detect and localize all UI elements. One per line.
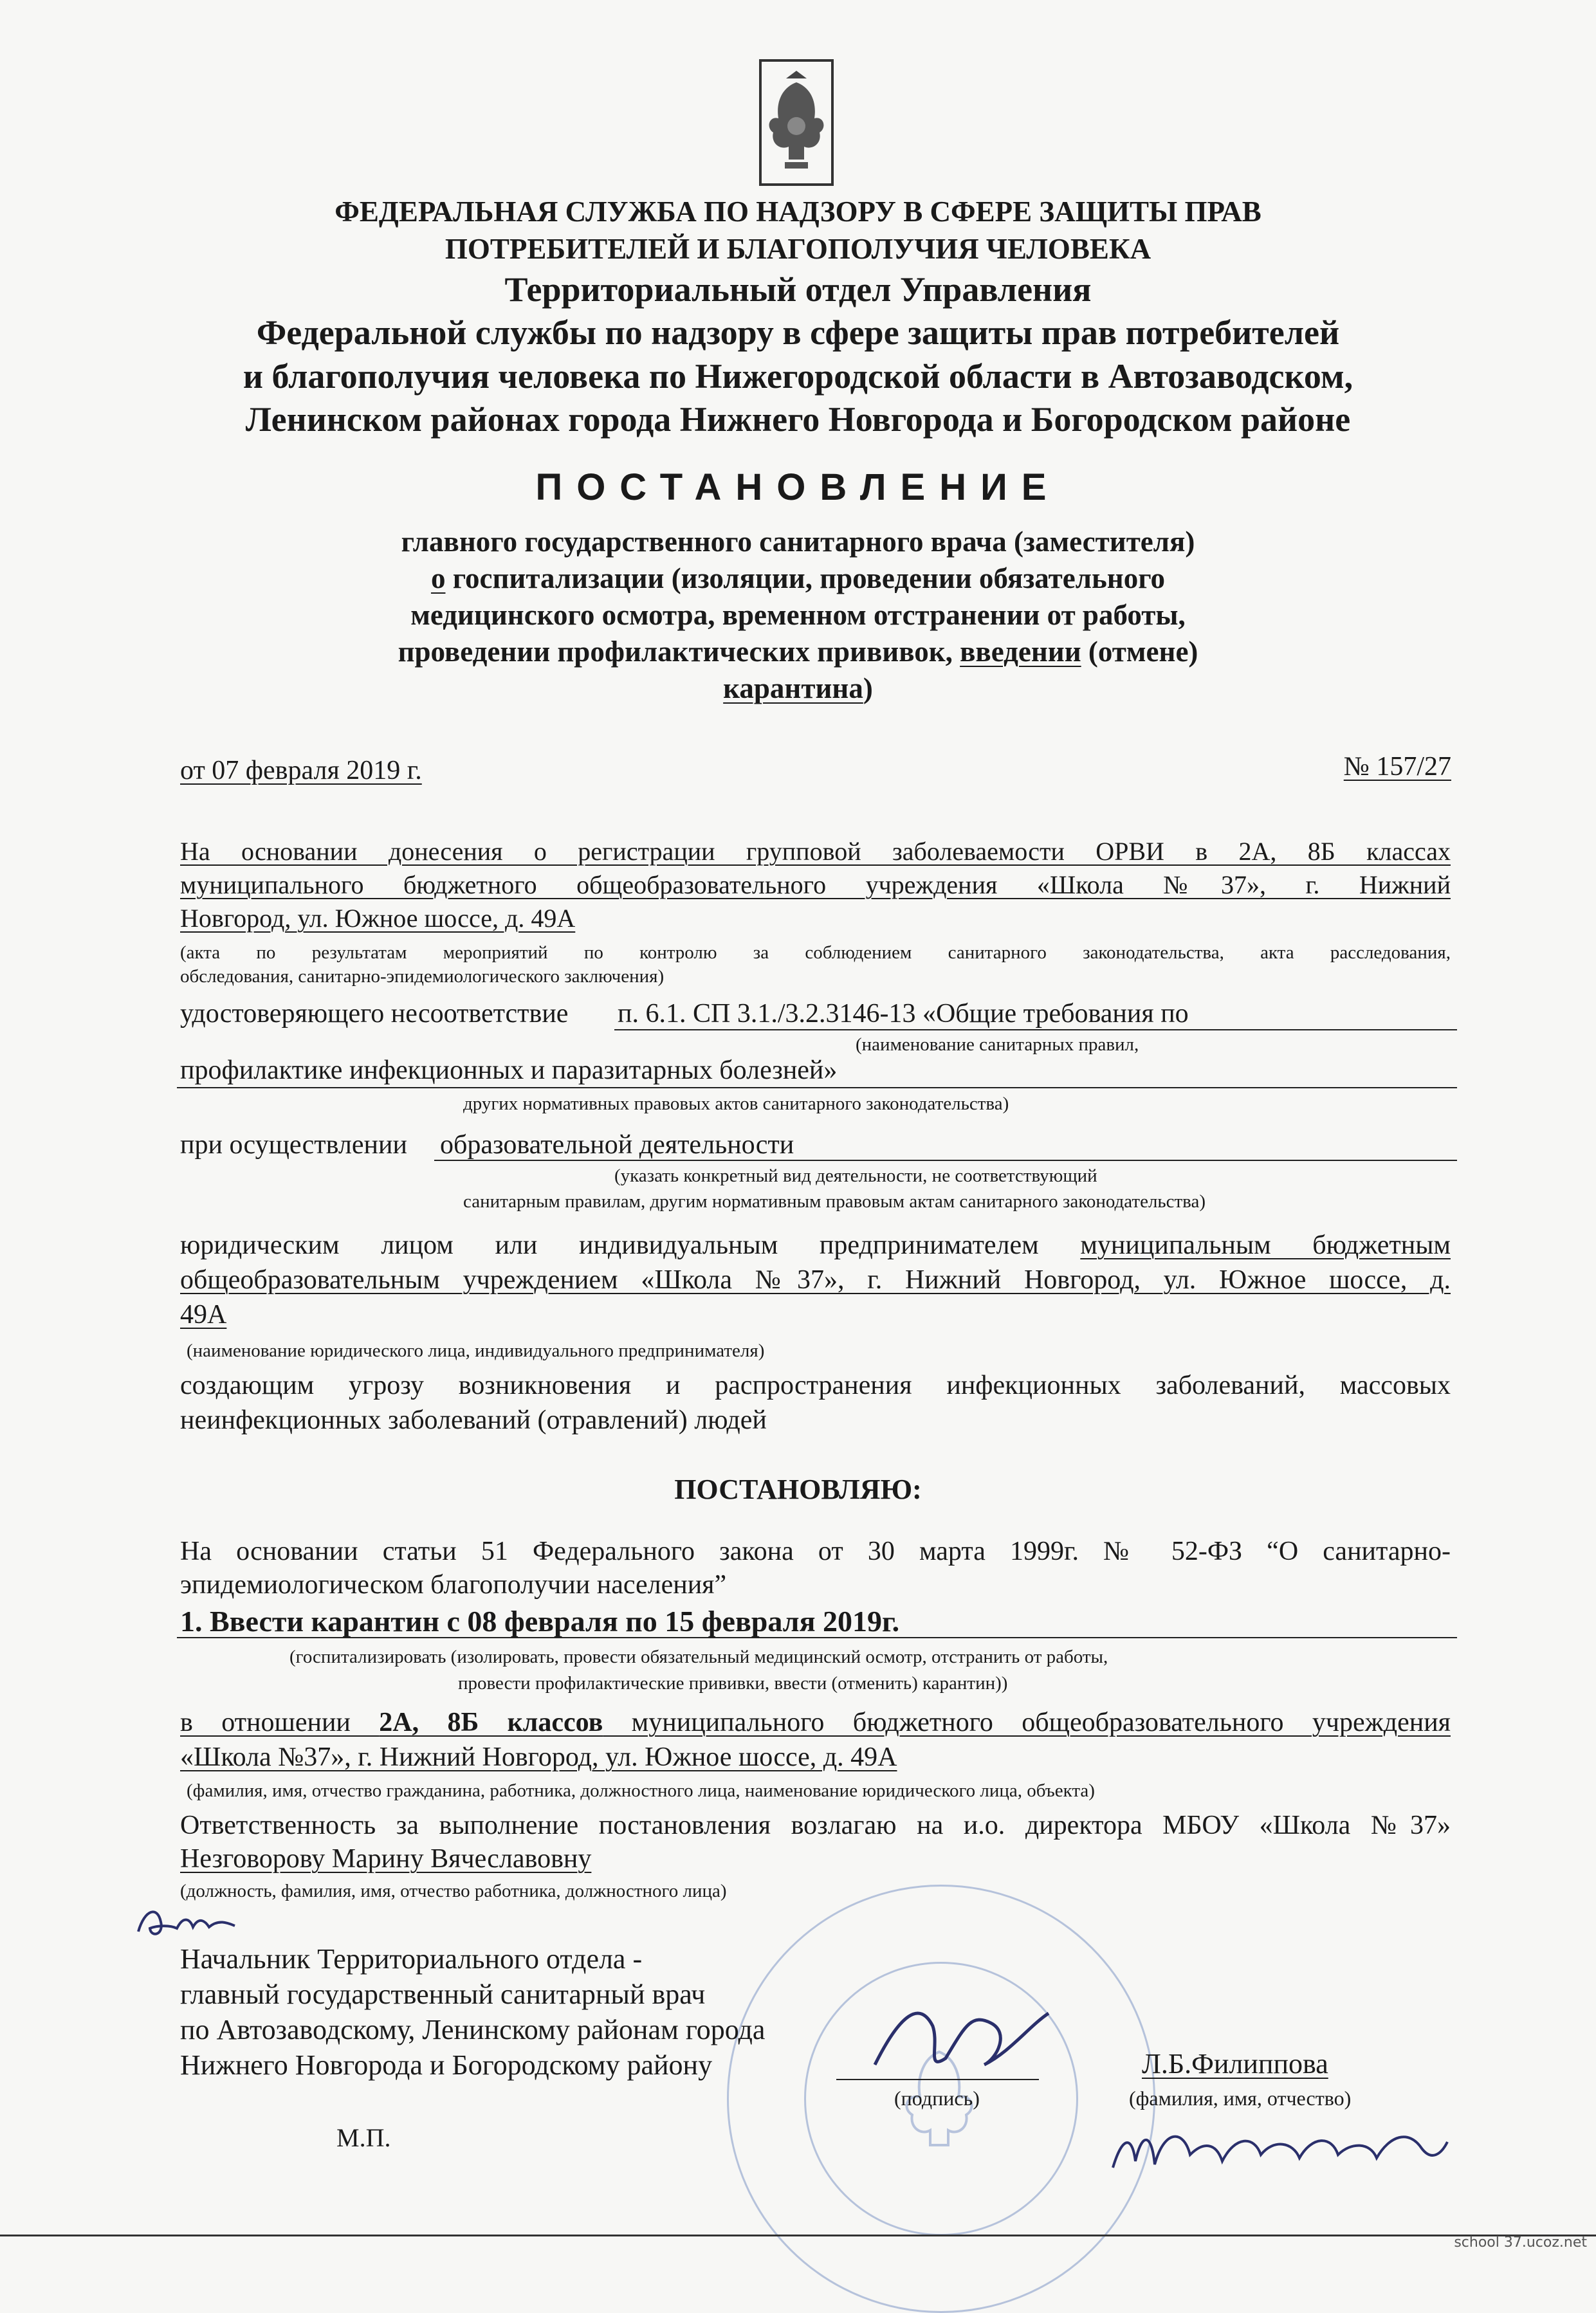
signatory-name: Л.Б.Филиппова: [1142, 2048, 1328, 2080]
department-name-line-3: и благополучия человека по Нижегородской области в Автозаводском,: [243, 357, 1353, 396]
title-subtitle-line-2: о госпитализации (изоляции, проведении обязательного: [430, 562, 1166, 594]
activity-label: при осуществлении: [180, 1130, 407, 1160]
handwritten-signature-small: [132, 1896, 261, 1948]
resolution-item-1: 1. Ввести карантин с 08 февраля по 15 февраля 2019г.: [180, 1605, 900, 1638]
violation-value-line-2: профилактике инфекционных и паразитарных болезней»: [180, 1056, 838, 1085]
violation-note-1: (наименование санитарных правил,: [856, 1034, 1139, 1055]
entity-note: (наименование юридического лица, индивидуального предпринимателя): [187, 1340, 765, 1361]
seal-placeholder-label: М.П.: [336, 2123, 391, 2152]
department-name-line-2: Федеральной службы по надзору в сфере защиты прав потребителей: [256, 313, 1340, 352]
resolution-note-2: провести профилактические прививки, ввести (отменить) карантин)): [458, 1673, 1008, 1694]
entity-line-3: 49А: [180, 1300, 227, 1330]
basis-line-2: муниципального бюджетного общеобразовательного учреждения «Школа №37», г. Нижний: [180, 870, 1451, 899]
law-line-2: эпидемиологическом благополучии населения”: [180, 1570, 727, 1600]
site-watermark: school 37.ucoz.net: [1454, 2235, 1587, 2251]
law-line-1: На основании статьи 51 Федерального закона от 30 марта 1999г. № 52-ФЗ “О санитарно-: [180, 1537, 1451, 1566]
document-number: № 157/27: [1343, 752, 1451, 782]
relation-line-1: в отношении 2А, 8Б классов муниципального бюджетного общеобразовательного учреждения: [180, 1708, 1451, 1737]
basis-line-3: Новгород, ул. Южное шоссе, д. 49А: [180, 904, 576, 933]
signatory-position-line-3: по Автозаводскому, Ленинскому районам города: [180, 2014, 766, 2045]
activity-note-2: санитарным правилам, другим нормативным правовым актам санитарного законодательства): [463, 1191, 1206, 1212]
basis-note-line-2: обследования, санитарно-эпидемиологического заключения): [180, 966, 665, 987]
resolution-note-1: (госпитализировать (изолировать, провести обязательный медицинский осмотр, отстранить от работы,: [289, 1647, 1108, 1667]
department-name-line-1: Территориальный отдел Управления: [504, 270, 1092, 309]
relation-line-2: «Школа №37», г. Нижний Новгород, ул. Южное шоссе, д. 49А: [180, 1742, 897, 1772]
violation-underline-2: [177, 1087, 1457, 1088]
title-subtitle-line-4: проведении профилактических прививок, введении (отмене): [398, 635, 1198, 668]
page-bottom-border: [0, 2235, 1596, 2236]
violation-underline-1: [614, 1029, 1457, 1030]
title-subtitle-line-3: медицинского осмотра, временном отстранении от работы,: [410, 599, 1186, 631]
document-date: от 07 февраля 2019 г.: [180, 756, 422, 785]
basis-line-1: На основании донесения о регистрации групповой заболеваемости ОРВИ в 2А, 8Б классах: [180, 837, 1451, 866]
handwritten-signature-name: [1106, 2116, 1454, 2187]
entity-line-2: общеобразовательным учреждением «Школа №37», г. Нижний Новгород, ул. Южное шоссе, д.: [180, 1265, 1451, 1295]
coat-of-arms-emblem: [757, 57, 836, 188]
entity-line-1: юридическим лицом или индивидуальным предпринимателем муниципальным бюджетным: [180, 1230, 1451, 1260]
signatory-name-note: (фамилия, имя, отчество): [1129, 2087, 1352, 2110]
responsibility-line-2: Незговорову Марину Вячеславовну: [180, 1844, 592, 1874]
threat-line-2: неинфекционных заболеваний (отравлений) людей: [180, 1405, 767, 1435]
underlined-o: о: [430, 562, 446, 594]
responsibility-line-1: Ответственность за выполнение постановления возлагаю на и.о. директора МБОУ «Школа №37»: [180, 1811, 1451, 1840]
resolve-heading: ПОСТАНОВЛЯЮ:: [674, 1474, 922, 1505]
resolution-underline: [177, 1637, 1457, 1638]
underlined-karantina: карантина: [723, 672, 863, 704]
signatory-position-line-2: главный государственный санитарный врач: [180, 1979, 706, 2010]
basis-note-line-1: (акта по результатам мероприятий по контролю за соблюдением санитарного законодательства, акта расследования,: [180, 942, 1451, 963]
activity-value: образовательной деятельности: [440, 1130, 794, 1160]
relation-note: (фамилия, имя, отчество гражданина, работника, должностного лица, наименование юридического лица, объекта): [187, 1780, 1095, 1801]
violation-value-line-1: п. 6.1. СП 3.1./3.2.3146-13 «Общие требования по: [618, 999, 1189, 1029]
document-title: ПОСТАНОВЛЕНИЕ: [535, 466, 1061, 508]
violation-note-2: других нормативных правовых актов санитарного законодательства): [463, 1093, 1009, 1114]
signatory-position-line-4: Нижнего Новгорода и Богородскому району: [180, 2049, 713, 2081]
agency-name-line-2: ПОТРЕБИТЕЛЕЙ И БЛАГОПОЛУЧИЯ ЧЕЛОВЕКА: [445, 233, 1151, 265]
signature-note: (подпись): [894, 2087, 980, 2110]
title-subtitle-line-1: главного государственного санитарного врача (заместителя): [401, 526, 1195, 558]
handwritten-signature-main: [862, 1988, 1055, 2090]
violation-label: удостоверяющего несоответствие: [180, 999, 569, 1029]
activity-underline: [434, 1160, 1457, 1161]
agency-name-line-1: ФЕДЕРАЛЬНАЯ СЛУЖБА ПО НАДЗОРУ В СФЕРЕ ЗАЩИТЫ ПРАВ: [335, 196, 1261, 228]
underlined-vvedenii: введении: [960, 635, 1081, 668]
activity-note-1: (указать конкретный вид деятельности, не соответствующий: [614, 1166, 1097, 1186]
threat-line-1: создающим угрозу возникновения и распространения инфекционных заболеваний, массовых: [180, 1371, 1451, 1400]
responsibility-note: (должность, фамилия, имя, отчество работника, должностного лица): [180, 1881, 727, 1901]
title-subtitle-line-5: карантина): [723, 672, 873, 704]
department-name-line-4: Ленинском районах города Нижнего Новгорода и Богородском районе: [245, 400, 1351, 439]
signatory-position-line-1: Начальник Территориального отдела -: [180, 1943, 643, 1975]
